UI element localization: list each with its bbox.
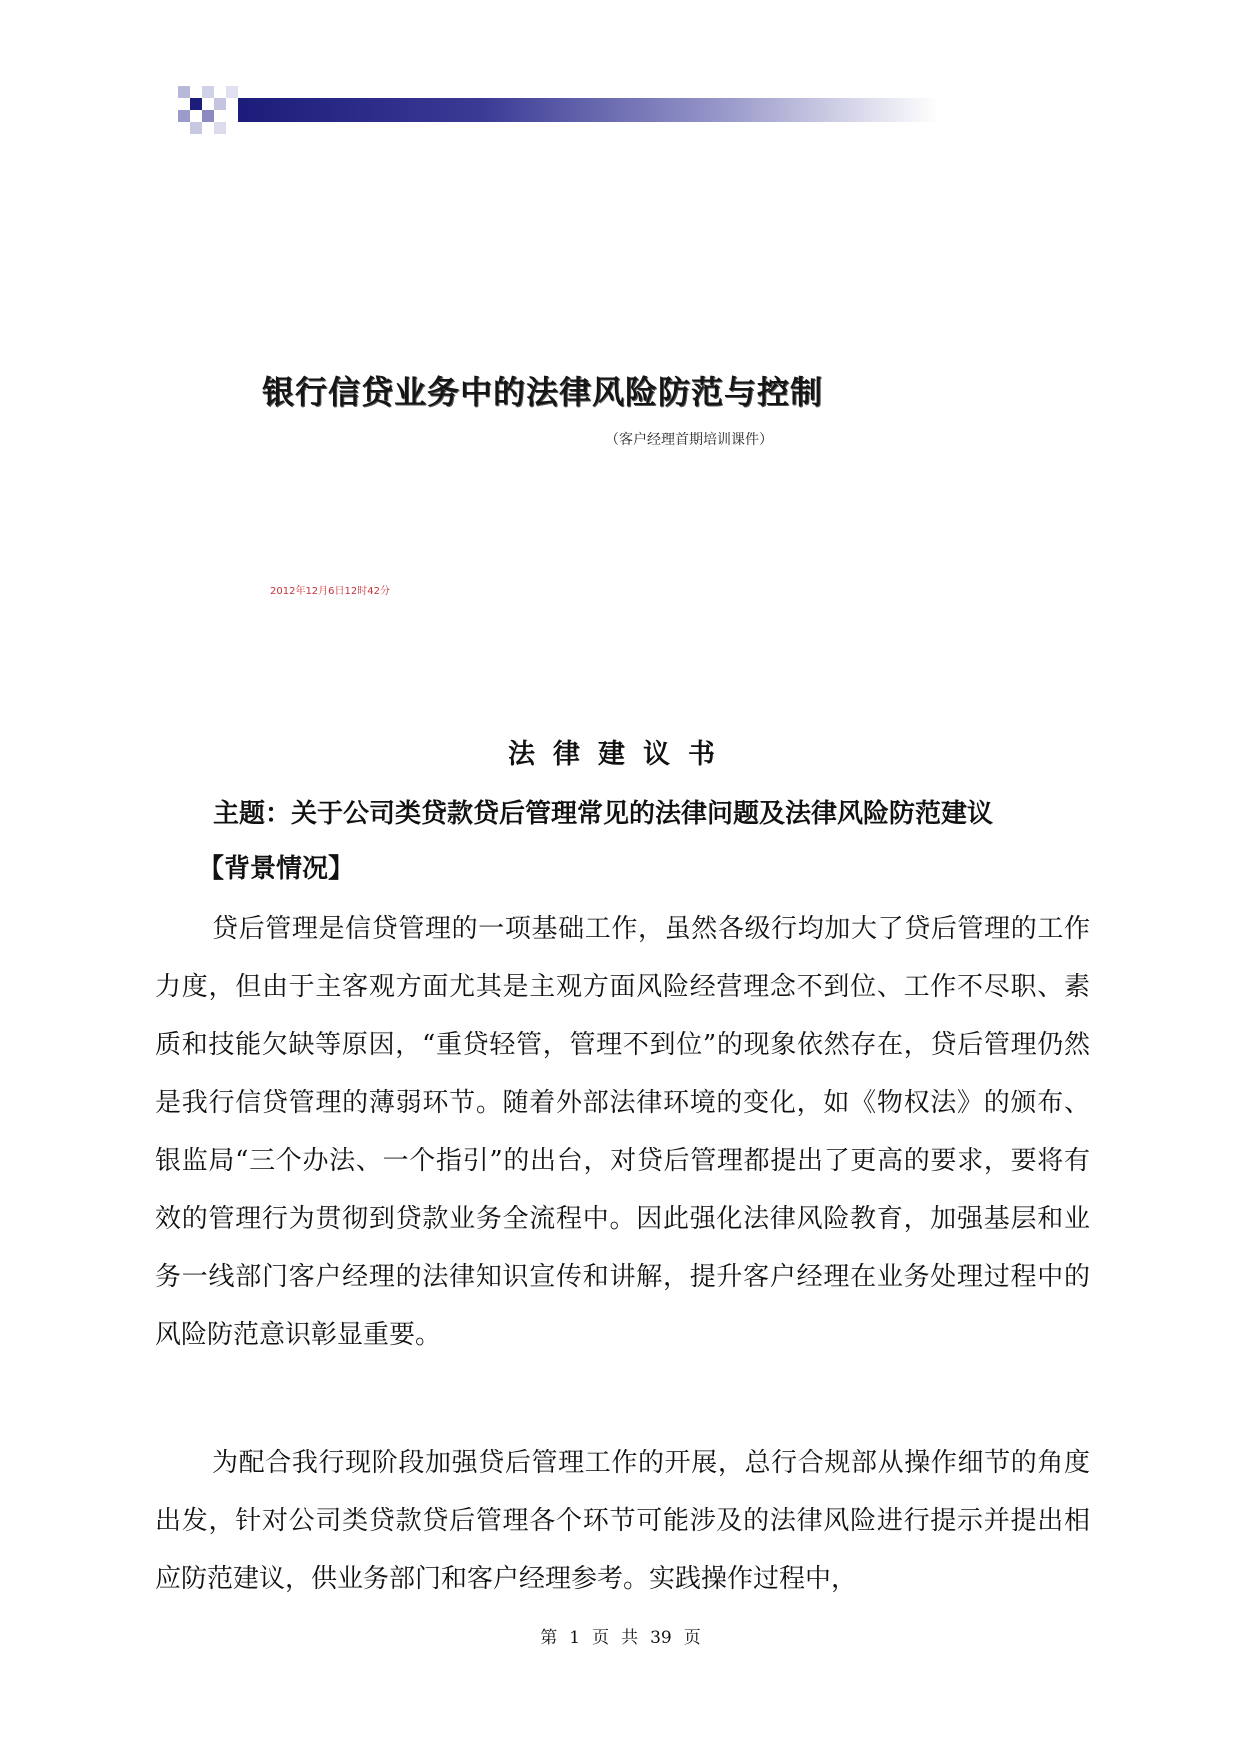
- date-stamp: 2012年12月6日12时42分: [270, 586, 390, 597]
- banner-square: [214, 98, 226, 110]
- paragraph-background: 贷后管理是信贷管理的一项基础工作，虽然各级行均加大了贷后管理的工作力度，但由于主客观方面尤其是主观方面风险经营理念不到位、工作不尽职、素质和技能欠缺等原因，“重贷轻管，管理不到位”的现象依然存在，贷后管理仍然是我行信贷管理的薄弱环节。随着外部法律环境的变化，如《物权法》的颁布、银监局“三个办法、一个指引”的出台，对贷后管理都提出了更高的要求，要将有效的管理行为贯彻到贷款业务全流程中。因此强化法律风险教育，加强基层和业务一线部门客户经理的法律知识宣传和讲解，提升客户经理在业务处理过程中的风险防范意识彰显重要。: [155, 914, 1090, 1350]
- header-gradient-bar: [238, 98, 938, 122]
- header-banner: [178, 86, 938, 136]
- banner-square: [202, 110, 214, 122]
- banner-square: [202, 86, 214, 98]
- total-pages: 39: [650, 1628, 672, 1648]
- page-number: 1: [569, 1628, 581, 1648]
- footer-word: 页: [683, 1628, 701, 1648]
- paragraph-purpose: 为配合我行现阶段加强贷后管理工作的开展，总行合规部从操作细节的角度出发，针对公司类贷款贷后管理各个环节可能涉及的法律风险进行提示并提出相应防范建议，供业务部门和客户经理参考。实践操作过程中，: [155, 1448, 1090, 1594]
- banner-square: [190, 122, 202, 134]
- document-heading: 法律建议书: [508, 739, 733, 770]
- topic-line: 主题：关于公司类贷款贷后管理常见的法律问题及法律风险防范建议: [213, 799, 994, 829]
- footer-word: 页: [592, 1628, 610, 1648]
- page-footer: [0, 1623, 1241, 1648]
- footer-word: 共: [621, 1628, 639, 1648]
- banner-square: [178, 86, 190, 98]
- section-label-background: 【背景情况】: [198, 854, 355, 884]
- banner-square: [226, 86, 238, 98]
- cover-subtitle: （客户经理首期培训课件）: [605, 432, 773, 448]
- banner-square: [178, 110, 190, 122]
- banner-square: [214, 122, 226, 134]
- banner-square: [190, 98, 202, 110]
- footer-word: 第: [540, 1628, 558, 1648]
- cover-title: 银行信贷业务中的法律风险防范与控制: [262, 373, 824, 411]
